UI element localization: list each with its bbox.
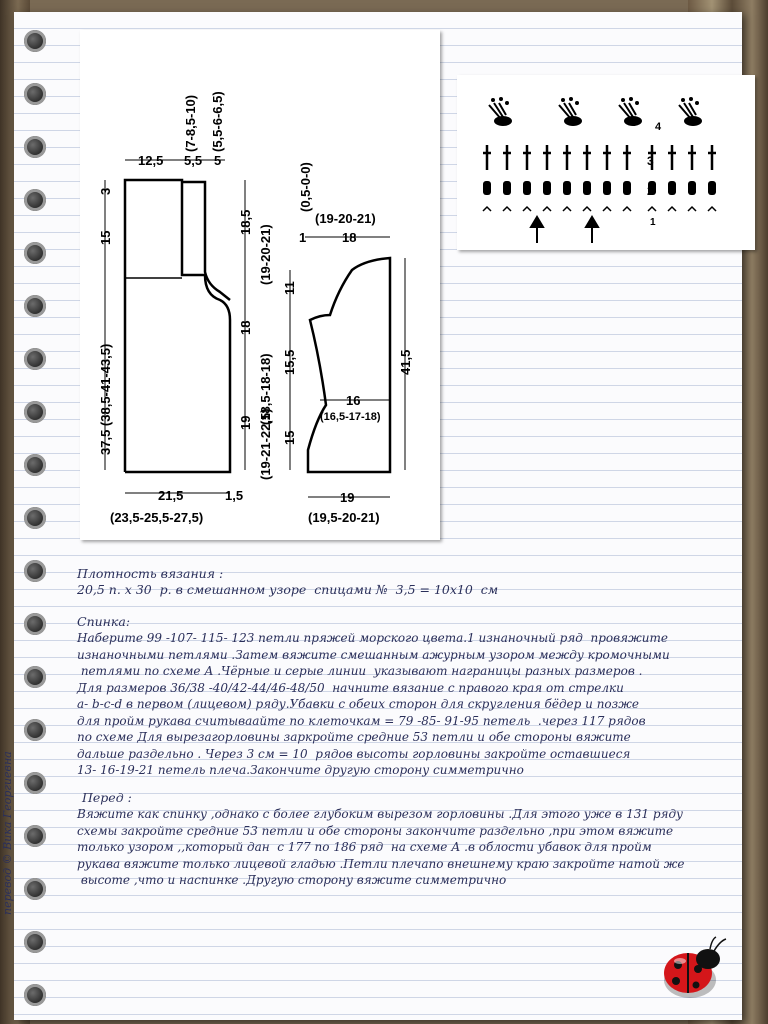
back-left-total-label: 37,5 (38,5-41-43,5) [98, 343, 113, 455]
double-crochet-stitch [688, 145, 696, 170]
fan-stitch-symbol [489, 97, 512, 126]
fan-stitch-symbol [619, 97, 642, 126]
sleeve-left-mid-label: 15,5 [282, 349, 297, 375]
base-stitch [503, 207, 511, 211]
base-stitch [483, 207, 491, 211]
back-right-mid-label: 18 [238, 320, 253, 335]
gauge-body: 20,5 п. х 30 р. в смешанном узоре спицами № 3,5 = 10х10 см [77, 582, 499, 597]
double-crochet-stitch [503, 145, 511, 170]
binder-hole [24, 719, 46, 741]
binder-hole [24, 242, 46, 264]
chain-stitch [483, 181, 491, 195]
chain-stitch [583, 181, 591, 195]
stitch-chart-card [457, 75, 755, 250]
back-neck-sizes2-label: (5,5-6-6,5) [210, 91, 225, 152]
binder-hole [24, 984, 46, 1006]
binder-hole [24, 825, 46, 847]
chain-stitch [708, 181, 716, 195]
schematic-diagram [80, 30, 440, 540]
sleeve-mid-width-label: 16 [346, 393, 361, 408]
sleeve-top-left-label: 1 [299, 230, 307, 245]
binder-hole [24, 507, 46, 529]
stitch-chart-chain-row [483, 181, 716, 195]
stitch-chart-double-crochet-row [483, 145, 716, 170]
schematic-card [80, 30, 440, 540]
back-left-armhole-label: 15 [98, 230, 113, 245]
double-crochet-stitch [483, 145, 491, 170]
sleeve-outline [308, 258, 390, 472]
sleeve-bottom-sizes-label: (19,5-20-21) [308, 510, 380, 525]
back-neck-label: 5,5 [184, 153, 203, 168]
back-section-title: Спинка: [77, 614, 131, 629]
row-label-2: 2 [647, 184, 654, 198]
front-section-title: Перед : [82, 790, 132, 805]
binder-hole [24, 295, 46, 317]
chain-stitch [523, 181, 531, 195]
back-bottom-width-label: 21,5 [158, 488, 184, 503]
stitch-chart-base-row [483, 207, 716, 211]
base-stitch [583, 207, 591, 211]
back-right-armhole-label: 18,5 [238, 209, 253, 235]
fan-stitch-symbol [559, 97, 582, 126]
base-stitch [708, 207, 716, 211]
sleeve-left-top-label: 11 [282, 281, 297, 295]
base-stitch [623, 207, 631, 211]
double-crochet-stitch [668, 145, 676, 170]
binder-hole [24, 189, 46, 211]
row-label-4: 4 [655, 121, 662, 133]
binder-hole [24, 878, 46, 900]
binder-hole [24, 454, 46, 476]
chain-stitch [688, 181, 696, 195]
front-section-body: Вяжите как спинку ,однако с более глубоким вырезом горловины .Для этого уже в 131 ряду схемы закройте средние 53 петли и обе стороны закончите раздельно ,при этом вяжите только узором ,,который дан с 177 по 186 ряд на схеме А .в облости убавок для пройм рукава вяжите только лицевой гладью .Петли плечапо внешнему краю закройте натой же высоте ,что и наспинке .Другую сторону вяжите симметрично [77, 807, 685, 887]
back-left-top-label: 3 [98, 187, 113, 195]
binder-hole [24, 666, 46, 688]
binder-hole [24, 613, 46, 635]
double-crochet-stitch [543, 145, 551, 170]
binder-hole [24, 30, 46, 52]
back-right-mid-sizes-label: (18,5-18-18) [258, 353, 273, 425]
back-neck-sizes-label: (7-8,5-10) [183, 94, 198, 152]
back-right-armhole-sizes-label: (19-20-21) [258, 224, 273, 285]
stitch-chart [457, 75, 755, 250]
sleeve-mid-sizes-label: (16,5-17-18) [320, 411, 381, 423]
fan-stitch-symbol [679, 97, 702, 126]
sleeve-labels [282, 162, 413, 525]
row-label-3: 3 [647, 154, 654, 168]
sleeve-left-bottom-label: 15 [282, 430, 297, 445]
sleeve-top-sizes2-label: (19-20-21) [315, 211, 376, 226]
sleeve-bottom-width-label: 19 [340, 490, 355, 505]
double-crochet-stitch [708, 145, 716, 170]
back-neck-right-label: 5 [214, 153, 222, 168]
chain-stitch [603, 181, 611, 195]
double-crochet-stitch [583, 145, 591, 170]
chain-stitch [623, 181, 631, 195]
stitch-chart-fans [489, 97, 702, 126]
binder-hole [24, 772, 46, 794]
gauge-title: Плотность вязания : [77, 566, 224, 581]
base-stitch [688, 207, 696, 211]
base-stitch [603, 207, 611, 211]
binder-hole [24, 348, 46, 370]
sleeve-top-width-label: 18 [342, 230, 357, 245]
back-top-shoulder-label: 12,5 [138, 153, 164, 168]
back-outline [125, 180, 230, 472]
binder-hole [24, 560, 46, 582]
binder-hole [24, 931, 46, 953]
binder-hole [24, 401, 46, 423]
binder-hole [24, 83, 46, 105]
double-crochet-stitch [603, 145, 611, 170]
base-stitch [648, 207, 656, 211]
double-crochet-stitch [523, 145, 531, 170]
back-section-body: Наберите 99 -107- 115- 123 петли пряжей морского цвета.1 изнаночный ряд провяжите изнаночными петлями .Затем вяжите смешанным ажурным узором между кромочными петлями по схеме А .Чёрные и серые линии указывают награницы разных размеров . Для размеров 36/38 -40/42-44/46-48/50 начните вязание с правого края от стрелки а- b-c-d в первом (лицевом) ряду.Убавки с обеих сторон для скругления бёдер и позже для пройм рукава считываайте по клеточкам = 79 -85- 91-95 петель .через 117 рядов по схеме Для вырезагорловины заркройте средние 53 петли и обе стороны вяжите дальше раздельно . Через 3 см = 10 рядов высоты горловины закройте оставшиеся 13- 16-19-21 петель плеча.Закончите другую сторону симметрично [77, 631, 670, 777]
chain-stitch [543, 181, 551, 195]
base-stitch [563, 207, 571, 211]
chain-stitch [668, 181, 676, 195]
base-stitch [543, 207, 551, 211]
double-crochet-stitch [623, 145, 631, 170]
double-crochet-stitch [563, 145, 571, 170]
row-label-1: 1 [650, 217, 656, 228]
chain-stitch [563, 181, 571, 195]
sleeve-right-total-label: 41,5 [398, 349, 413, 375]
chain-stitch [503, 181, 511, 195]
sleeve-top-sizes1-label: (0,5-0-0) [298, 162, 313, 212]
back-right-lower-sizes-label: (19-21-22,5) [258, 408, 273, 480]
ladybug-icon [650, 935, 730, 1005]
base-stitch [668, 207, 676, 211]
base-stitch [523, 207, 531, 211]
binder-hole [24, 136, 46, 158]
start-arrows [531, 217, 598, 243]
back-bottom-extra-label: 1,5 [225, 488, 244, 503]
back-right-lower-label: 19 [238, 415, 253, 430]
back-bottom-sizes-label: (23,5-25,5-27,5) [110, 510, 204, 525]
translator-credit: перевод © Вика Георгиевна [1, 751, 14, 915]
